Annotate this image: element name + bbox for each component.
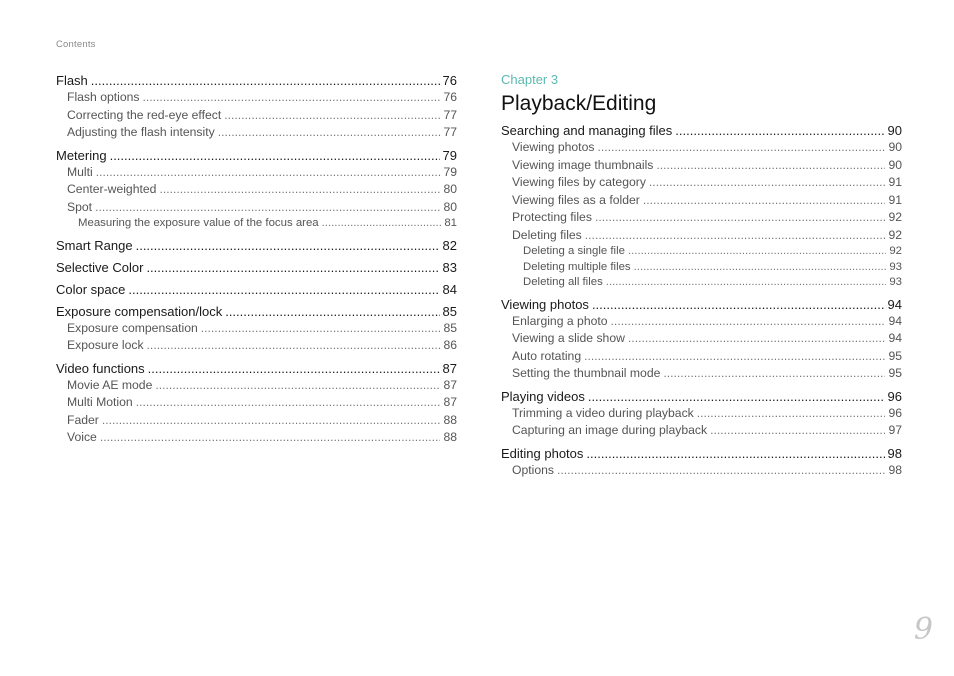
toc-entry-page: 92 <box>889 245 902 257</box>
toc-leader <box>224 107 440 125</box>
toc-entry-title: Exposure compensation/lock <box>56 303 223 319</box>
toc-entry-title: Exposure compensation <box>67 320 198 335</box>
toc-entry-title: Correcting the red-eye effect <box>67 107 222 122</box>
toc-entry[interactable] <box>501 227 902 245</box>
toc-entry-title: Deleting multiple files <box>523 260 631 273</box>
toc-entry-page: 79 <box>442 147 457 163</box>
toc-entry-page: 93 <box>889 260 902 273</box>
toc-entry[interactable] <box>501 275 902 291</box>
toc-entry-title: Editing photos <box>501 445 584 461</box>
toc-leader <box>588 388 885 405</box>
toc-entry[interactable] <box>501 330 902 348</box>
toc-leader <box>649 174 886 192</box>
toc-entry-page: 98 <box>888 462 902 477</box>
toc-leader <box>634 260 887 276</box>
toc-entry-title: Smart Range <box>56 237 133 253</box>
toc-entry[interactable] <box>501 313 902 331</box>
toc-leader <box>110 147 440 164</box>
toc-entry-title: Color space <box>56 281 126 297</box>
toc-entry-page: 92 <box>888 227 902 242</box>
toc-entry[interactable] <box>501 445 902 462</box>
toc-entry-page: 95 <box>888 366 902 380</box>
toc-leader <box>585 227 886 245</box>
toc-leader <box>628 244 886 260</box>
toc-leader <box>656 157 885 175</box>
toc-leader <box>643 192 886 210</box>
toc-entry[interactable] <box>501 462 902 480</box>
toc-entry[interactable] <box>56 216 457 232</box>
toc-entry-page: 77 <box>443 125 457 139</box>
toc-entry[interactable] <box>501 174 902 192</box>
toc-entry-page: 79 <box>443 164 457 179</box>
toc-right-column <box>501 72 902 479</box>
toc-entry[interactable] <box>56 377 457 395</box>
toc-entry-page: 97 <box>888 423 902 437</box>
toc-entry[interactable] <box>56 360 457 377</box>
toc-entry-title: Viewing a slide show <box>512 331 625 345</box>
toc-leader <box>675 122 884 139</box>
toc-entry-page: 80 <box>443 182 457 196</box>
toc-entry-page: 95 <box>888 348 902 363</box>
toc-leader <box>225 303 439 320</box>
toc-entry-title: Multi Motion <box>67 395 133 409</box>
toc-entry-title: Voice <box>67 430 97 444</box>
toc-leader <box>91 72 440 89</box>
toc-leader <box>102 412 441 430</box>
toc-entry-title: Setting the thumbnail mode <box>512 366 661 380</box>
toc-leader <box>147 337 441 355</box>
toc-entry-title: Options <box>512 462 555 477</box>
toc-leader <box>146 259 439 276</box>
toc-entry-title: Center-weighted <box>67 182 157 196</box>
toc-entry[interactable] <box>56 89 457 107</box>
toc-entry-title: Enlarging a photo <box>512 313 608 328</box>
toc-entry[interactable] <box>501 209 902 227</box>
toc-entry[interactable] <box>56 107 457 125</box>
toc-entry[interactable] <box>56 320 457 338</box>
toc-entry-title: Viewing photos <box>512 140 595 154</box>
toc-entry[interactable] <box>56 303 457 320</box>
chapter-title: Playback/Editing <box>501 92 657 115</box>
toc-leader <box>606 275 887 291</box>
toc-entry[interactable] <box>56 394 457 412</box>
toc-entry-page: 76 <box>443 90 457 104</box>
toc-entry[interactable] <box>56 237 457 254</box>
toc-leader <box>597 139 885 157</box>
toc-leader <box>159 181 440 199</box>
toc-entry-title: Protecting files <box>512 210 592 224</box>
toc-entry-page: 93 <box>889 276 902 288</box>
toc-entry[interactable] <box>56 412 457 430</box>
toc-entry-page: 96 <box>888 405 902 420</box>
toc-leader <box>136 394 441 412</box>
toc-entry[interactable] <box>501 260 902 276</box>
toc-entry-title: Fader <box>67 412 99 427</box>
toc-entry[interactable] <box>501 192 902 210</box>
toc-entry-title: Viewing files as a folder <box>512 192 640 207</box>
toc-leader <box>148 360 440 377</box>
toc-entry-page: 81 <box>444 217 457 229</box>
toc-entry-title: Viewing photos <box>501 296 589 312</box>
toc-leader <box>95 199 440 217</box>
toc-entry-title: Multi <box>67 164 93 179</box>
toc-leader <box>584 348 885 366</box>
toc-entry[interactable] <box>501 348 902 366</box>
toc-leader <box>322 216 442 232</box>
toc-entry-title: Adjusting the flash intensity <box>67 125 215 139</box>
toc-entry[interactable] <box>56 181 457 199</box>
toc-entry[interactable] <box>501 157 902 175</box>
toc-entry-page: 98 <box>887 445 902 461</box>
toc-entry-page: 87 <box>443 395 457 409</box>
toc-entry[interactable] <box>56 72 457 89</box>
toc-entry-title: Viewing image thumbnails <box>512 157 654 172</box>
toc-leader <box>100 429 441 447</box>
toc-entry-page: 87 <box>443 377 457 392</box>
toc-entry-page: 88 <box>443 412 457 427</box>
toc-entry[interactable] <box>501 365 902 383</box>
toc-leader <box>592 296 885 313</box>
toc-entry-page: 94 <box>887 296 902 312</box>
toc-leader <box>663 365 885 383</box>
toc-entry-title: Capturing an image during playback <box>512 423 708 437</box>
toc-leader <box>155 377 440 395</box>
toc-entry-page: 96 <box>887 388 902 404</box>
toc-entry-title: Viewing files by category <box>512 175 646 189</box>
toc-entry-title: Flash <box>56 73 88 88</box>
toc-leader <box>128 281 439 298</box>
toc-entry[interactable] <box>56 337 457 355</box>
toc-entry-title: Deleting all files <box>523 276 603 288</box>
toc-entry[interactable] <box>501 422 902 440</box>
toc-leader <box>201 320 441 338</box>
toc-entry-page: 76 <box>442 73 457 88</box>
toc-entry-page: 94 <box>888 313 902 328</box>
toc-entry-page: 88 <box>443 430 457 444</box>
toc-entry-page: 84 <box>442 281 457 297</box>
toc-entry[interactable] <box>56 429 457 447</box>
toc-entry[interactable] <box>501 405 902 423</box>
toc-left-column <box>56 72 457 447</box>
toc-entry[interactable] <box>501 388 902 405</box>
toc-entry-title: Deleting a single file <box>523 245 625 257</box>
chapter-label: Chapter 3 <box>501 72 559 87</box>
toc-entry[interactable] <box>56 164 457 182</box>
toc-entry[interactable] <box>56 199 457 217</box>
toc-entry-page: 83 <box>442 259 457 275</box>
toc-entry[interactable] <box>501 139 902 157</box>
toc-entry-page: 85 <box>443 320 457 335</box>
toc-entry-page: 82 <box>442 237 457 253</box>
toc-entry[interactable] <box>501 122 902 139</box>
toc-entry[interactable] <box>56 124 457 142</box>
toc-entry-title: Trimming a video during playback <box>512 405 694 420</box>
toc-entry-title: Exposure lock <box>67 338 144 352</box>
toc-leader <box>218 124 441 142</box>
toc-entry-page: 94 <box>888 331 902 345</box>
toc-entry-page: 80 <box>443 199 457 214</box>
toc-entry-title: Deleting files <box>512 227 582 242</box>
toc-entry[interactable] <box>56 259 457 276</box>
toc-entry-title: Flash options <box>67 90 140 104</box>
toc-entry-title: Playing videos <box>501 388 585 404</box>
toc-entry-page: 92 <box>888 210 902 224</box>
toc-leader <box>136 237 440 254</box>
toc-entry-title: Movie AE mode <box>67 377 153 392</box>
page-number: 9 <box>913 612 933 647</box>
toc-entry-title: Metering <box>56 147 107 163</box>
toc-leader <box>586 445 884 462</box>
toc-entry-page: 90 <box>888 157 902 172</box>
toc-entry-page: 87 <box>442 360 457 376</box>
toc-entry-title: Measuring the exposure value of the focus area <box>78 217 319 229</box>
toc-entry-title: Auto rotating <box>512 348 582 363</box>
toc-entry-page: 90 <box>887 123 902 138</box>
toc-leader <box>143 89 441 107</box>
toc-entry[interactable] <box>56 281 457 298</box>
toc-leader <box>628 330 886 348</box>
toc-entry-page: 77 <box>443 107 457 122</box>
toc-entry-page: 85 <box>442 303 457 319</box>
toc-entry[interactable] <box>501 244 902 260</box>
toc-leader <box>96 164 441 182</box>
header-label: Contents <box>56 39 96 50</box>
toc-entry-title: Searching and managing files <box>501 123 673 138</box>
toc-entry-page: 86 <box>443 338 457 352</box>
toc-leader <box>557 462 885 480</box>
toc-entry[interactable] <box>501 296 902 313</box>
toc-entry-page: 91 <box>888 175 902 189</box>
toc-entry-title: Spot <box>67 199 93 214</box>
toc-entry[interactable] <box>56 147 457 164</box>
toc-leader <box>710 422 885 440</box>
toc-leader <box>611 313 886 331</box>
toc-leader <box>595 209 886 227</box>
toc-leader <box>697 405 886 423</box>
toc-entry-title: Selective Color <box>56 259 144 275</box>
toc-entry-page: 90 <box>888 140 902 154</box>
toc-entry-title: Video functions <box>56 360 145 376</box>
toc-entry-page: 91 <box>888 192 902 207</box>
